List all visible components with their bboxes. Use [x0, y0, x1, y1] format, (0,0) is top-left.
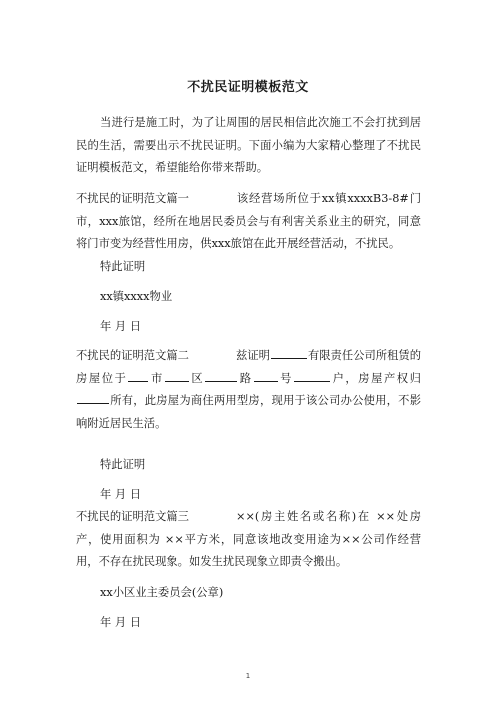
document-title: 不扰民证明模板范文 [187, 80, 309, 95]
sample1-paragraph [76, 188, 421, 256]
blank-line [294, 370, 330, 382]
sample2-closing: 特此证明 [100, 458, 146, 471]
blank-line [271, 347, 307, 359]
sample1-body: 该经营场所位于xx镇xxxxB3-8#门市，xxx旅馆，经所在地居民委员会与有利害关系业主的研究，同意将门市变为经营性用房，供xxx旅馆在此开展经营活动，不扰民。 [76, 192, 421, 250]
blank-line [165, 370, 189, 382]
sample1-closing: 特此证明 [100, 260, 146, 273]
blank-line [128, 370, 148, 382]
blank-line [77, 392, 109, 404]
sample3-signer: xx小区业主委员会(公章) [100, 586, 224, 599]
sample3-body: ××(房主姓名或名称)在 ××处房产，使用面积为 ××平方米，同意该地改变用途为××公司作经营用，不存在扰民现象。如发生扰民现象立即责令搬出。 [76, 510, 421, 568]
sample2-text-6: 号 [278, 371, 294, 385]
blank-line [205, 370, 237, 382]
sample2-paragraph [76, 345, 421, 435]
sample3-paragraph [76, 506, 421, 574]
sample2-text-8: 所有，此房屋为商住两用型房，现用于该公司办公使用，不影响附近居民生活。 [76, 394, 421, 430]
sample2-text-3: 市 [149, 371, 164, 385]
sample2-text-7: 户，房屋产权归 [331, 371, 421, 385]
sample1-signer: xx镇xxxx物业 [100, 290, 173, 303]
sample2-text-5: 路 [238, 371, 253, 385]
sample2-text-1: 兹证明 [236, 349, 270, 362]
page-number: 1 [245, 672, 251, 680]
sample2-date: 年 月 日 [100, 488, 142, 501]
sample3-heading: 不扰民的证明范文篇三 [76, 510, 189, 523]
sample3-date: 年 月 日 [100, 616, 142, 629]
blank-line [254, 370, 278, 382]
intro-paragraph: 当进行是施工时，为了让周围的居民相信此次施工不会打扰到居民的生活，需要出示不扰民证明。下面小编为大家精心整理了不扰民证明模板范文，希望能给你带来帮助。 [76, 116, 421, 174]
sample2-text-2: 有限责任公司所租赁的房屋位于 [76, 349, 421, 385]
sample2-heading: 不扰民的证明范文篇二 [76, 349, 189, 362]
sample2-text-4: 区 [189, 371, 205, 385]
sample1-heading: 不扰民的证明范文篇一 [76, 192, 189, 205]
sample1-date: 年 月 日 [100, 320, 142, 333]
